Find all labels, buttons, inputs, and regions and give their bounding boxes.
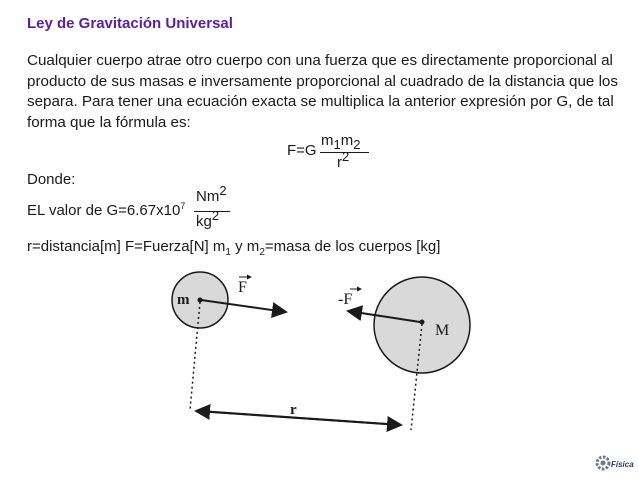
logo-text: Física — [611, 460, 634, 469]
gear-icon — [597, 457, 609, 469]
force-label: F — [238, 279, 247, 296]
formula-numerator: m1m2 — [321, 132, 361, 152]
donde-label: Donde: — [27, 171, 76, 188]
small-mass-label: m — [177, 292, 190, 308]
neg-force-label: -F — [338, 291, 353, 308]
variable-definitions: r=distancia[m] F=Fuerza[N] $m_1$ y $m_2=masa$ de los cuerpos [kg] — [27, 238, 441, 258]
unit-denominator: kg2 — [196, 208, 220, 230]
large-mass-center — [420, 320, 425, 325]
fisica-logo — [594, 452, 634, 474]
page-title: Ley de Gravitación Universal — [27, 15, 233, 32]
distance-arrow-left — [196, 411, 401, 425]
formula-denominator: r2 — [337, 149, 350, 171]
distance-label: r — [290, 402, 297, 418]
law-description: Cualquier cuerpo atrae otro cuerpo con una fuerza que es directamente proporcional al producto de sus masas e inversamente proporcional al cuadrado de la distancia que los separa. Para tener una ecuación exacta se multiplica la anterior expresión por G, de tal forma que la fórmula es: — [27, 52, 618, 131]
gravitation-diagram — [0, 260, 638, 460]
large-mass-label: M — [435, 322, 450, 339]
g-constant-value: EL valor de $G=6.67x10^7$ — [27, 201, 186, 219]
formula-lhs: F=G — [287, 142, 317, 159]
unit-numerator: Nm2 — [196, 183, 227, 205]
